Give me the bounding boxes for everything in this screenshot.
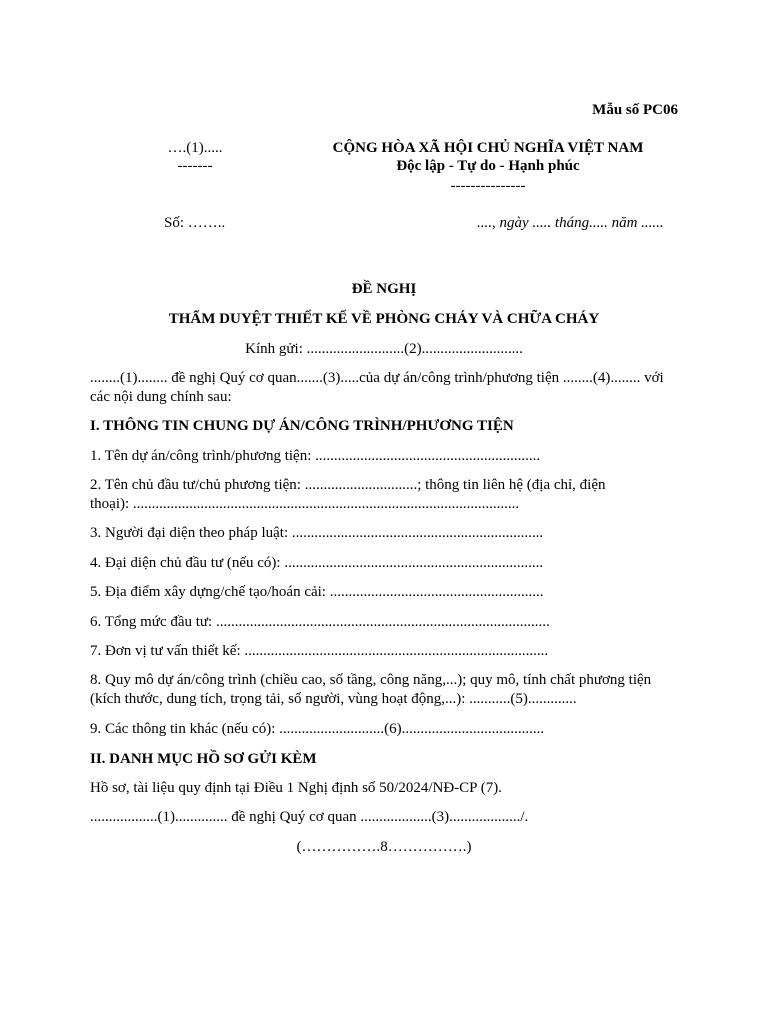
section-1-heading: I. THÔNG TIN CHUNG DỰ ÁN/CÔNG TRÌNH/PHƯƠNG TIỆN — [90, 418, 514, 434]
request-line: ..................(1).............. đề nghị Quý cơ quan ...................(3).................../. — [90, 809, 529, 825]
issuing-org-placeholder: ….(1)..... — [167, 140, 223, 156]
recipient-line: Kính gửi: ..........................(2)........................... — [245, 341, 523, 357]
info-item-5: 5. Địa điểm xây dựng/chế tạo/hoán cải: ......................................................... — [90, 584, 544, 600]
intro-paragraph: ........(1)........ đề nghị Quý cơ quan.......(3).....của dự án/công trình/phương tiện ........(4)........ với các nội dung chính sau: — [90, 370, 664, 405]
info-item-9: 9. Các thông tin khác (nếu có): ............................(6)...................................... — [90, 721, 545, 737]
signature-placeholder: (…………….8…………….) — [296, 839, 472, 855]
document-title: ĐỀ NGHỊ — [351, 281, 417, 297]
info-item-6: 6. Tổng mức đầu tư: ......................................................................................... — [90, 614, 550, 630]
info-item-1: 1. Tên dự án/công trình/phương tiện: ............................................................ — [90, 448, 541, 464]
info-item-4: 4. Đại diện chủ đầu tư (nếu có): ..................................................................... — [90, 555, 544, 571]
document-subtitle: THẨM DUYỆT THIẾT KẾ VỀ PHÒNG CHÁY VÀ CHỮA CHÁY — [168, 311, 600, 327]
info-item-3: 3. Người đại diện theo pháp luật: ................................................................... — [90, 525, 544, 541]
form-code: Mẫu số PC06 — [592, 102, 678, 118]
info-item-2: 2. Tên chủ đầu tư/chủ phương tiện: ..............................; thông tin liên hệ (địa chỉ, điện thoại): ....................................................................................................... — [90, 477, 606, 512]
info-item-8: 8. Quy mô dự án/công trình (chiều cao, số tầng, công năng,...); quy mô, tính chất phương tiện (kích thước, dung tích, trọng tải, số người, vùng hoạt động,...): ...........(5)............. — [90, 672, 652, 707]
attached-docs-line: Hồ sơ, tài liệu quy định tại Điều 1 Nghị định số 50/2024/NĐ-CP (7). — [90, 780, 502, 796]
motto-divider: --------------- — [450, 178, 526, 194]
nation-heading: CỘNG HÒA XÃ HỘI CHỦ NGHĨA VIỆT NAM — [332, 140, 644, 156]
national-motto: Độc lập - Tự do - Hạnh phúc — [396, 158, 580, 174]
date-line: ...., ngày ..... tháng..... năm ...... — [477, 215, 664, 231]
document-number: Số: …….. — [164, 215, 226, 231]
org-divider: ------- — [177, 158, 213, 174]
section-2-heading: II. DANH MỤC HỒ SƠ GỬI KÈM — [90, 751, 317, 767]
info-item-7: 7. Đơn vị tư vấn thiết kế: ................................................................................. — [90, 643, 549, 659]
